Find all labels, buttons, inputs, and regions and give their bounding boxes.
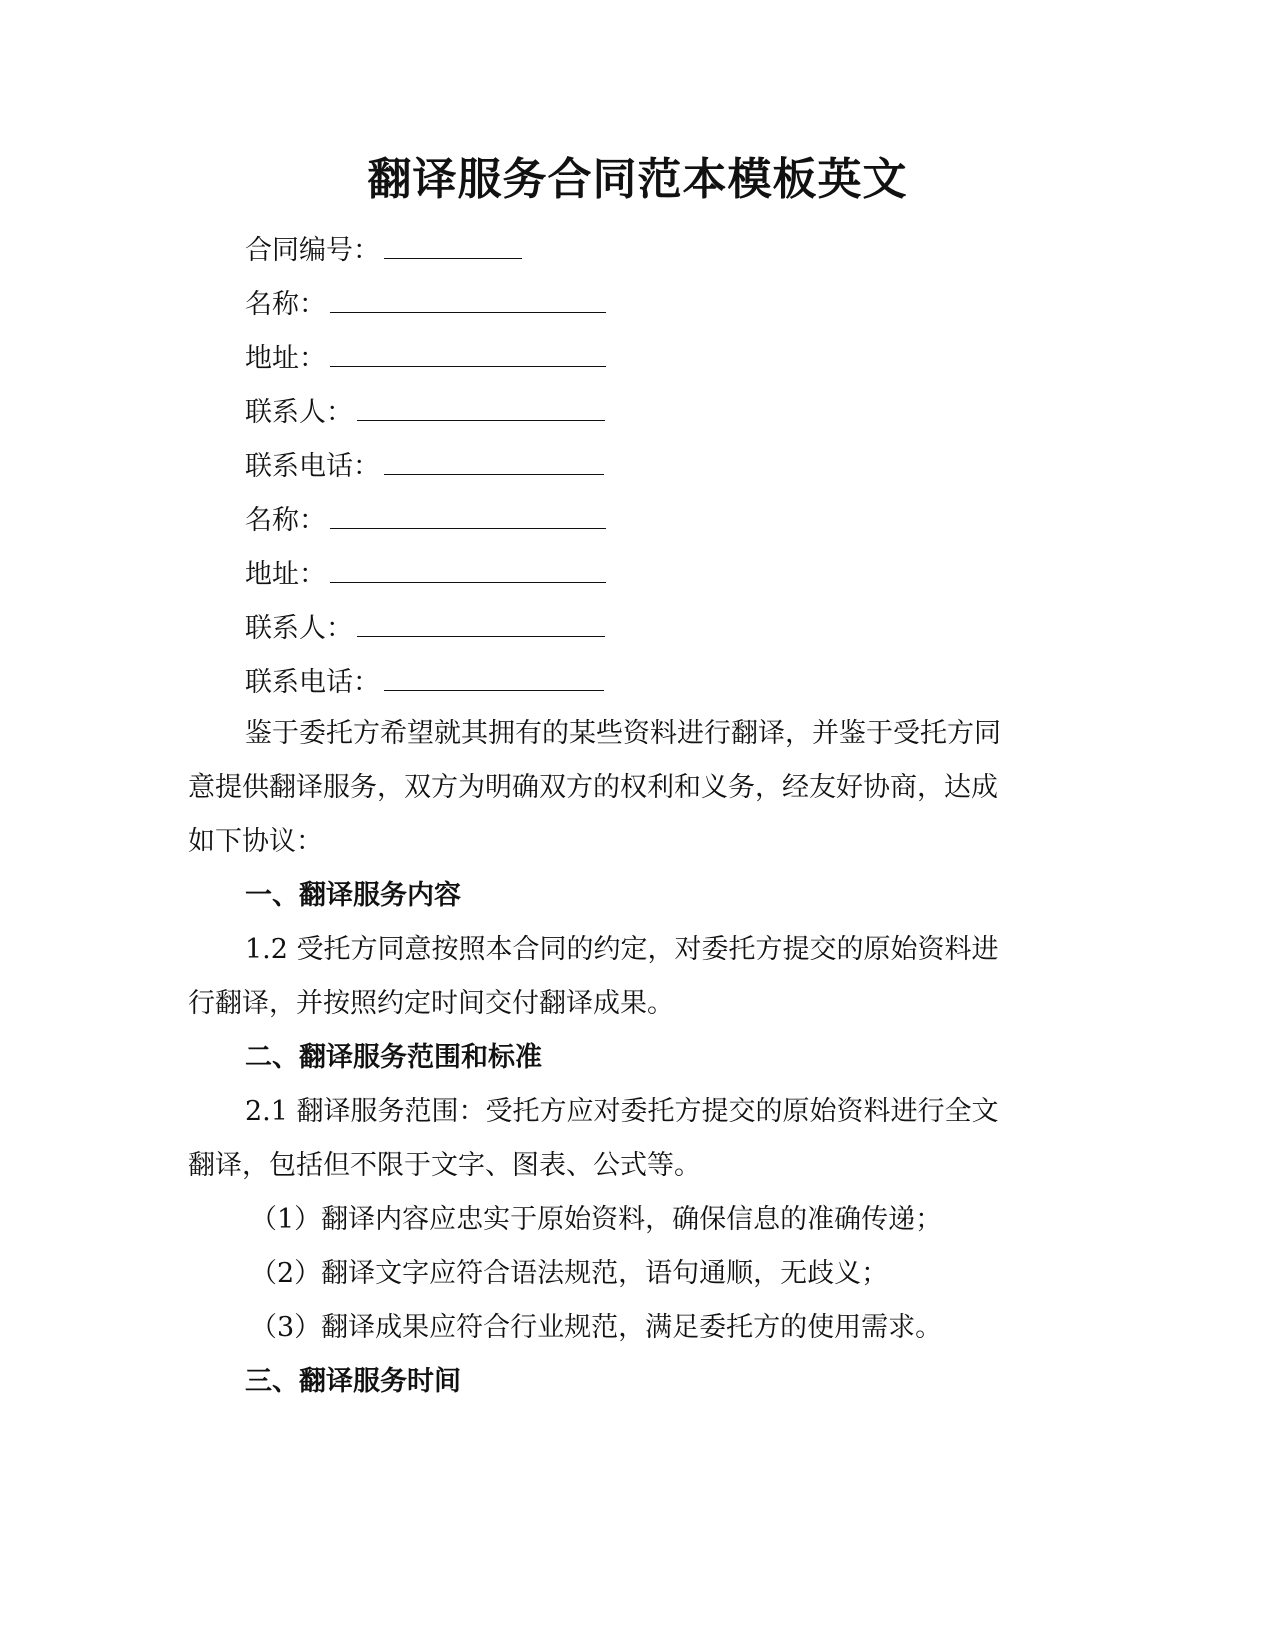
field-label: 联系电话：	[245, 451, 380, 482]
field-party-b-address	[245, 552, 1115, 595]
field-party-a-phone	[245, 444, 1115, 487]
paragraph-line: 翻译，包括但不限于文字、图表、公式等。	[188, 1150, 701, 1181]
field-party-a-contact	[245, 390, 1115, 433]
field-blank	[330, 552, 606, 583]
field-party-a-name	[245, 282, 1115, 325]
list-item: （2）翻译文字应符合语法规范，语句通顺，无歧义；	[250, 1258, 889, 1289]
field-blank	[330, 498, 606, 529]
field-label: 名称：	[245, 505, 326, 536]
paragraph-line: 行翻译，并按照约定时间交付翻译成果。	[188, 988, 674, 1019]
list-item: （3）翻译成果应符合行业规范，满足委托方的使用需求。	[250, 1312, 943, 1343]
field-label: 联系人：	[245, 397, 353, 428]
field-label: 名称：	[245, 289, 326, 320]
field-blank	[384, 444, 604, 475]
field-contract-number	[245, 228, 1115, 271]
section-heading: 二、翻译服务范围和标准	[245, 1042, 542, 1073]
field-blank	[330, 336, 606, 367]
preamble-line: 如下协议：	[188, 826, 323, 857]
section-heading: 三、翻译服务时间	[245, 1366, 461, 1397]
field-blank	[384, 660, 604, 691]
field-label: 联系电话：	[245, 667, 380, 698]
field-blank	[330, 282, 606, 313]
preamble-line: 意提供翻译服务，双方为明确双方的权利和义务，经友好协商，达成	[188, 772, 998, 803]
field-blank	[357, 606, 605, 637]
preamble-line: 鉴于委托方希望就其拥有的某些资料进行翻译，并鉴于受托方同	[245, 718, 1001, 749]
paragraph-line: 2.1 翻译服务范围：受托方应对委托方提交的原始资料进行全文	[245, 1096, 999, 1127]
field-party-b-phone	[245, 660, 1115, 703]
field-party-a-address	[245, 336, 1115, 379]
paragraph-line: 1.2 受托方同意按照本合同的约定，对委托方提交的原始资料进	[245, 934, 999, 965]
field-label: 合同编号：	[245, 235, 380, 266]
field-blank	[384, 228, 522, 259]
field-label: 地址：	[245, 559, 326, 590]
field-label: 联系人：	[245, 613, 353, 644]
list-item: （1）翻译内容应忠实于原始资料，确保信息的准确传递；	[250, 1204, 943, 1235]
field-blank	[357, 390, 605, 421]
field-label: 地址：	[245, 343, 326, 374]
field-party-b-name	[245, 498, 1115, 541]
field-party-b-contact	[245, 606, 1115, 649]
section-heading: 一、翻译服务内容	[245, 880, 461, 911]
page-title: 翻译服务合同范本模板英文	[367, 154, 908, 205]
